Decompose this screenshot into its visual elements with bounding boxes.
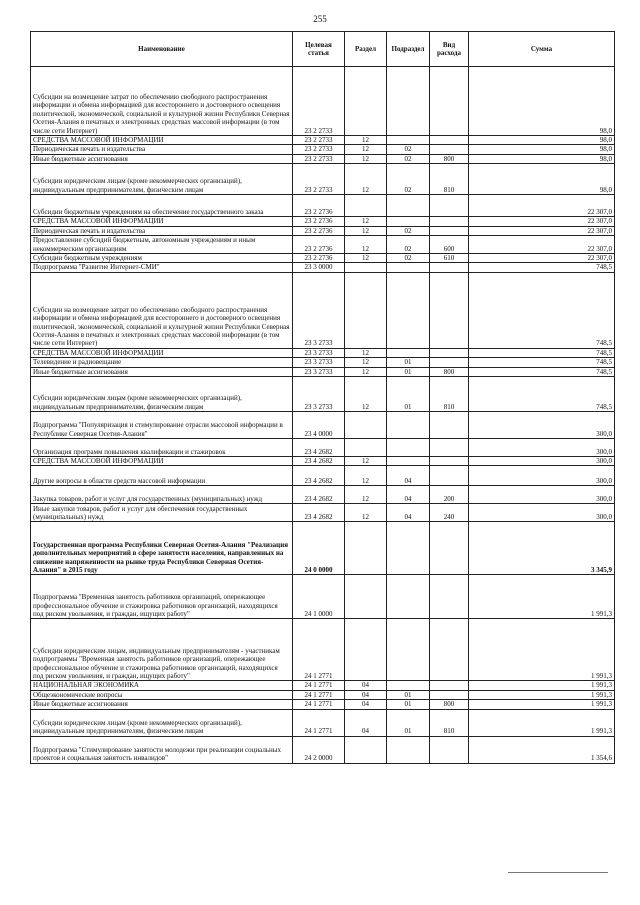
header-code: Целевая статья [293,32,345,67]
cell-subsection [387,522,430,575]
cell-name: СРЕДСТВА МАССОВОЙ ИНФОРМАЦИИ [31,348,293,357]
table-row [31,136,615,145]
cell-section: 12 [345,358,387,367]
cell-sum: 1 991,3 [469,690,615,699]
cell-type [430,736,469,763]
cell-section [345,619,387,681]
cell-sum: 3 345,9 [469,522,615,575]
table-row [31,145,615,154]
table-row [31,254,615,263]
table-row [31,348,615,357]
cell-name: Иные закупки товаров, работ и услуг для обеспечения государственных (муниципальных) нужд [31,504,293,522]
cell-sum: 98,0 [469,67,615,136]
cell-section: 12 [345,466,387,486]
cell-type [430,358,469,367]
table-row [31,504,615,522]
cell-name: Субсидии юридическим лицам (кроме некоммерческих организаций), индивидуальным предпринимателям, физическим лицам [31,164,293,195]
cell-code: 23 2 2733 [293,145,345,154]
cell-type [430,348,469,357]
cell-code: 23 2 2736 [293,217,345,226]
cell-sum: 1 991,3 [469,709,615,736]
cell-sum: 748,5 [469,263,615,272]
cell-subsection: 01 [387,367,430,376]
cell-section [345,412,387,439]
cell-type [430,136,469,145]
cell-subsection [387,736,430,763]
cell-type [430,412,469,439]
cell-code: 24 1 0000 [293,575,345,619]
cell-name: Телевидение и радиовещание [31,358,293,367]
cell-section: 12 [345,254,387,263]
cell-sum: 1 354,6 [469,736,615,763]
cell-subsection: 04 [387,504,430,522]
header-section: Раздел [345,32,387,67]
table-row [31,358,615,367]
cell-sum: 98,0 [469,154,615,163]
cell-sum: 748,5 [469,272,615,348]
cell-section [345,522,387,575]
cell-type: 240 [430,504,469,522]
cell-type: 610 [430,254,469,263]
table-row [31,466,615,486]
cell-type: 800 [430,367,469,376]
table-row [31,412,615,439]
cell-sum: 22 307,0 [469,236,615,254]
cell-section: 12 [345,236,387,254]
cell-type [430,226,469,235]
cell-name: Другие вопросы в области средств массовой информации [31,466,293,486]
cell-name: Государственная программа Республики Северная Осетия-Алания "Реализация дополнительных мероприятий в сфере занятости населения, направленных на снижение напряженности на рынке труда Республики Северная Осетия-Алания" в 2015 году [31,522,293,575]
cell-code: 23 4 2682 [293,457,345,466]
cell-name: Подпрограмма "Стимулирование занятости молодежи при реализации социальных проектов и социальная занятость инвалидов" [31,736,293,763]
cell-sum: 98,0 [469,136,615,145]
cell-name: Субсидии юридическим лицам (кроме некоммерческих организаций), индивидуальным предпринимателям, физическим лицам [31,709,293,736]
cell-subsection: 04 [387,466,430,486]
cell-section [345,195,387,217]
cell-type [430,619,469,681]
cell-name: Субсидии юридическим лицам, индивидуальным предпринимателям - участникам подпрограммы "Временная занятость работников организаций, опережающее профессиональное обучение и стажировка работников организаций, находящихся под риском увольнения, и граждан, ищущих работу" [31,619,293,681]
cell-type: 800 [430,700,469,709]
cell-type: 810 [430,164,469,195]
cell-sum: 1 991,3 [469,681,615,690]
cell-sum: 1 991,3 [469,619,615,681]
cell-subsection [387,195,430,217]
cell-sum: 1 991,3 [469,700,615,709]
cell-type [430,690,469,699]
cell-type [430,263,469,272]
cell-subsection: 01 [387,358,430,367]
cell-code: 24 1 2771 [293,619,345,681]
table-header-row [31,32,615,67]
cell-name: Субсидии бюджетным учреждениям на обеспечение государственного заказа [31,195,293,217]
cell-sum: 300,0 [469,486,615,504]
cell-section: 12 [345,164,387,195]
cell-section: 12 [345,136,387,145]
cell-subsection: 02 [387,164,430,195]
table-row [31,263,615,272]
table-row [31,367,615,376]
cell-type: 200 [430,486,469,504]
cell-name: Периодическая печать и издательства [31,145,293,154]
table-row [31,681,615,690]
cell-subsection: 01 [387,690,430,699]
cell-name: Иные бюджетные ассигнования [31,367,293,376]
cell-section: 04 [345,709,387,736]
cell-type [430,466,469,486]
cell-type [430,145,469,154]
cell-code: 23 4 2682 [293,504,345,522]
cell-type [430,457,469,466]
cell-sum: 22 307,0 [469,195,615,217]
cell-name: Подпрограмма "Временная занятость работников организаций, опережающее профессиональное обучение и стажировка работников организаций, находящихся под риском увольнения, и граждан, ищущих работу" [31,575,293,619]
table-row [31,164,615,195]
table-row [31,272,615,348]
cell-type [430,681,469,690]
cell-type: 600 [430,236,469,254]
cell-subsection [387,67,430,136]
cell-sum: 748,5 [469,377,615,412]
cell-subsection: 01 [387,700,430,709]
cell-section [345,575,387,619]
cell-code: 23 2 2736 [293,254,345,263]
header-subsection: Подраздел [387,32,430,67]
cell-sum: 300,0 [469,466,615,486]
table-row [31,154,615,163]
cell-subsection: 02 [387,236,430,254]
cell-sum: 748,5 [469,358,615,367]
cell-code: 23 2 2733 [293,67,345,136]
header-sum: Сумма [469,32,615,67]
table-row [31,619,615,681]
cell-subsection [387,272,430,348]
cell-sum: 98,0 [469,164,615,195]
cell-section [345,736,387,763]
cell-code: 23 2 2733 [293,164,345,195]
cell-code: 24 1 2771 [293,690,345,699]
table-row [31,457,615,466]
cell-type [430,439,469,457]
cell-section: 12 [345,486,387,504]
cell-code: 23 4 2682 [293,486,345,504]
cell-name: Общеэкономические вопросы [31,690,293,699]
cell-code: 23 2 2736 [293,236,345,254]
cell-name: Субсидии юридическим лицам (кроме некоммерческих организаций), индивидуальным предпринимателям, физическим лицам [31,377,293,412]
cell-subsection [387,457,430,466]
cell-code: 23 3 2733 [293,272,345,348]
cell-code: 24 1 2771 [293,681,345,690]
cell-subsection [387,136,430,145]
cell-code: 23 3 0000 [293,263,345,272]
cell-sum: 300,0 [469,457,615,466]
cell-name: Подпрограмма "Популяризация и стимулирование отрасли массовой информации в Республике Северная Осетия-Алания" [31,412,293,439]
cell-code: 23 2 2736 [293,195,345,217]
table-row [31,217,615,226]
table-row [31,236,615,254]
cell-subsection [387,412,430,439]
cell-code: 23 2 2736 [293,226,345,235]
cell-name: СРЕДСТВА МАССОВОЙ ИНФОРМАЦИИ [31,457,293,466]
cell-subsection: 04 [387,486,430,504]
cell-subsection: 01 [387,709,430,736]
cell-name: СРЕДСТВА МАССОВОЙ ИНФОРМАЦИИ [31,217,293,226]
cell-code: 23 4 2682 [293,466,345,486]
cell-section: 04 [345,681,387,690]
cell-sum: 748,5 [469,367,615,376]
cell-code: 24 1 2771 [293,700,345,709]
table-row [31,709,615,736]
table-row [31,736,615,763]
table-row [31,195,615,217]
cell-section: 04 [345,700,387,709]
cell-subsection [387,263,430,272]
cell-name: Организация программ повышения квалификации и стажировок [31,439,293,457]
cell-type [430,272,469,348]
table-row [31,690,615,699]
page-number: 255 [313,14,327,24]
cell-section: 12 [345,145,387,154]
cell-code: 24 1 2771 [293,709,345,736]
cell-section [345,263,387,272]
cell-section: 12 [345,348,387,357]
cell-section: 12 [345,217,387,226]
cell-type [430,67,469,136]
table-row [31,377,615,412]
cell-subsection: 02 [387,154,430,163]
cell-sum: 300,0 [469,439,615,457]
cell-sum: 748,5 [469,348,615,357]
cell-section: 12 [345,367,387,376]
cell-subsection [387,439,430,457]
cell-subsection [387,681,430,690]
cell-section: 12 [345,226,387,235]
table-row [31,439,615,457]
cell-section: 12 [345,457,387,466]
cell-name: Иные бюджетные ассигнования [31,700,293,709]
cell-subsection: 01 [387,377,430,412]
cell-sum: 300,0 [469,412,615,439]
cell-subsection [387,348,430,357]
cell-sum: 22 307,0 [469,254,615,263]
cell-type: 810 [430,377,469,412]
cell-code: 24 2 0000 [293,736,345,763]
cell-subsection [387,575,430,619]
cell-section: 04 [345,690,387,699]
header-type: Вид расхода [430,32,469,67]
cell-type: 800 [430,154,469,163]
cell-section [345,67,387,136]
cell-subsection: 02 [387,226,430,235]
cell-name: НАЦИОНАЛЬНАЯ ЭКОНОМИКА [31,681,293,690]
cell-type [430,522,469,575]
cell-subsection: 02 [387,145,430,154]
cell-sum: 1 991,3 [469,575,615,619]
table-row [31,575,615,619]
cell-code: 23 3 2733 [293,377,345,412]
table-row [31,700,615,709]
cell-type [430,217,469,226]
cell-sum: 300,0 [469,504,615,522]
table-row [31,226,615,235]
cell-subsection: 02 [387,254,430,263]
cell-code: 23 3 2733 [293,358,345,367]
table-row [31,522,615,575]
cell-name: Субсидии на возмещение затрат по обеспечению свободного распространения информации и обмена информацией для всестороннего и достоверного освещения политической, экономической, социальной и культурной жизни Республики Северная Осетия-Алания в печатных и электронных средствах массовой информации (в том числе сети Интернет) [31,272,293,348]
cell-code: 23 4 2682 [293,439,345,457]
cell-name: Закупка товаров, работ и услуг для государственных (муниципальных) нужд [31,486,293,504]
page-edge-line [508,872,608,873]
cell-section: 12 [345,504,387,522]
cell-section: 12 [345,377,387,412]
cell-sum: 22 307,0 [469,226,615,235]
cell-code: 23 3 2733 [293,367,345,376]
cell-name: Субсидии на возмещение затрат по обеспечению свободного распространения информации и обмена информацией для всестороннего и достоверного освещения политической, экономической, социальной и культурной жизни Республики Северная Осетия-Алания в печатных и электронных средствах массовой информации (в том числе сети Интернет) [31,67,293,136]
cell-type [430,195,469,217]
cell-name: Иные бюджетные ассигнования [31,154,293,163]
cell-type [430,575,469,619]
cell-sum: 98,0 [469,145,615,154]
cell-code: 23 2 2733 [293,136,345,145]
cell-name: Предоставление субсидий бюджетным, автономным учреждениям и иным некоммерческим организациям [31,236,293,254]
cell-type: 810 [430,709,469,736]
cell-subsection [387,619,430,681]
cell-name: Периодическая печать и издательства [31,226,293,235]
budget-table [30,31,615,764]
cell-name: Субсидии бюджетным учреждениям [31,254,293,263]
cell-name: Подпрограмма "Развитие Интернет-СМИ" [31,263,293,272]
table-row [31,67,615,136]
cell-code: 23 2 2733 [293,154,345,163]
header-name: Наименование [31,32,293,67]
cell-section [345,272,387,348]
cell-subsection [387,217,430,226]
cell-code: 23 3 2733 [293,348,345,357]
cell-section [345,439,387,457]
cell-code: 23 4 0000 [293,412,345,439]
table-body [31,67,615,764]
cell-name: СРЕДСТВА МАССОВОЙ ИНФОРМАЦИИ [31,136,293,145]
table-row [31,486,615,504]
cell-code: 24 0 0000 [293,522,345,575]
cell-section: 12 [345,154,387,163]
cell-sum: 22 307,0 [469,217,615,226]
